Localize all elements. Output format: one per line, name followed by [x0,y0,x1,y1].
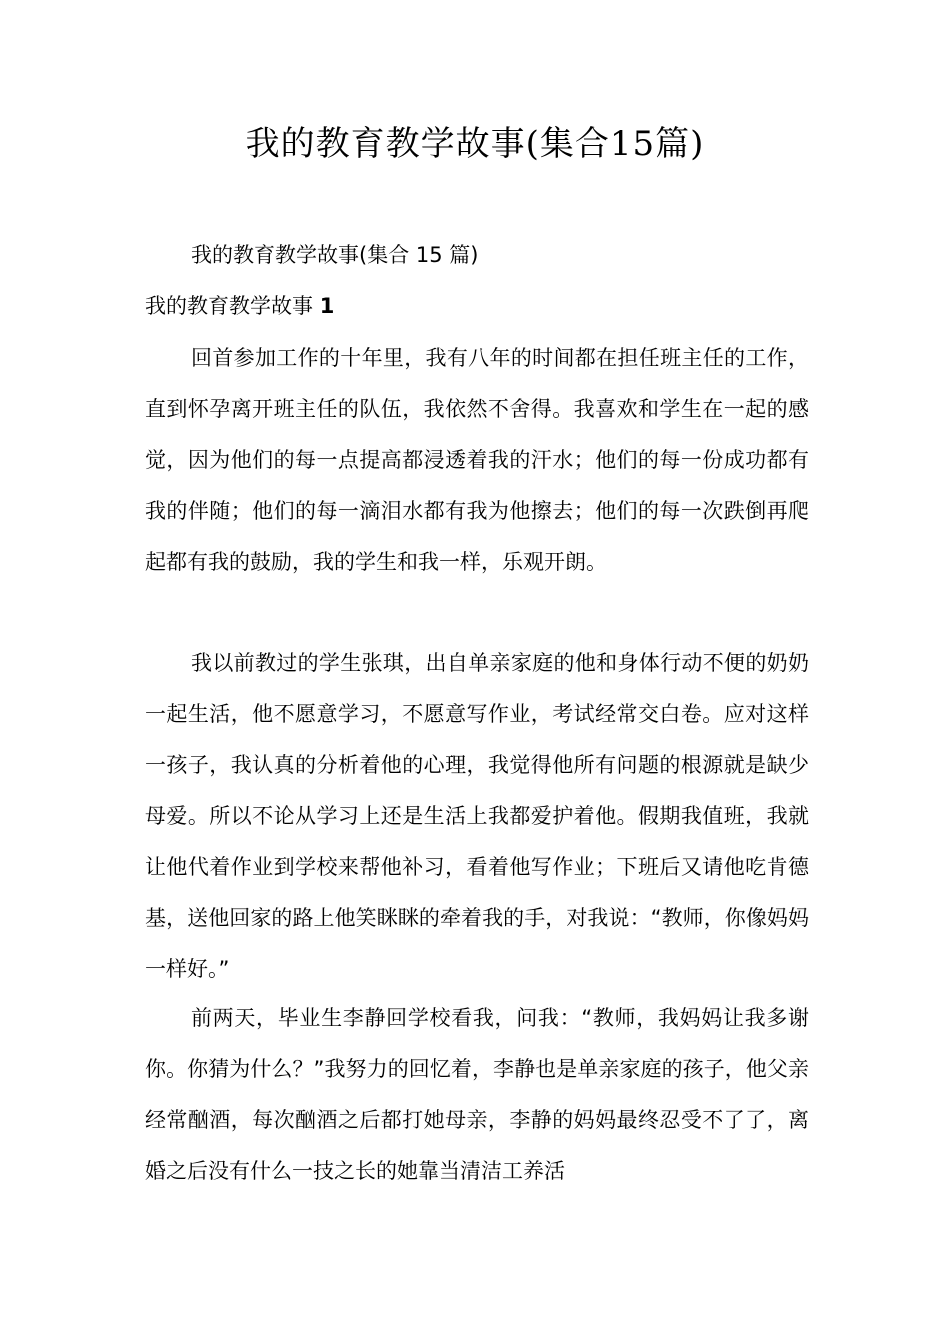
paragraph-3: 前两天，毕业生李静回学校看我，问我：“教师，我妈妈让我多谢你。你猜为什么？”我努力的回忆着，李静也是单亲家庭的孩子，他父亲经常酗酒，每次酗酒之后都打她母亲，李静的妈妈最终忍受不了了，离婚之后没有什么一技之长的她靠当清洁工养活 [145,1006,809,1183]
paragraph-2: 我以前教过的学生张琪，出自单亲家庭的他和身体行动不便的奶奶一起生活，他不愿意学习，不愿意写作业，考试经常交白卷。应对这样一孩子，我认真的分析着他的心理，我觉得他所有问题的根源就是缺少母爱。所以不论从学习上还是生活上我都爱护着他。假期我值班，我就让他代着作业到学校来帮他补习，看着他写作业；下班后又请他吃肯德基，送他回家的路上他笑眯眯的牵着我的手，对我说：“教师，你像妈妈一样好。” [145,651,809,981]
paragraph-1: 回首参加工作的十年里，我有八年的时间都在担任班主任的工作，直到怀孕离开班主任的队伍，我依然不舍得。我喜欢和学生在一起的感觉，因为他们的每一点提高都浸透着我的汗水；他们的每一份成功都有我的伴随；他们的每一滴泪水都有我为他擦去；他们的每一次跌倒再爬起都有我的鼓励，我的学生和我一样，乐观开朗。 [145,346,809,574]
section-heading-text: 我的教育教学故事 [145,294,320,318]
document-subtitle: 我的教育教学故事(集合 15 篇) [191,243,479,267]
document-title: 我的教育教学故事(集合15篇) [245,124,705,164]
section-heading [145,281,809,332]
section-heading-number: 1 [319,294,335,318]
